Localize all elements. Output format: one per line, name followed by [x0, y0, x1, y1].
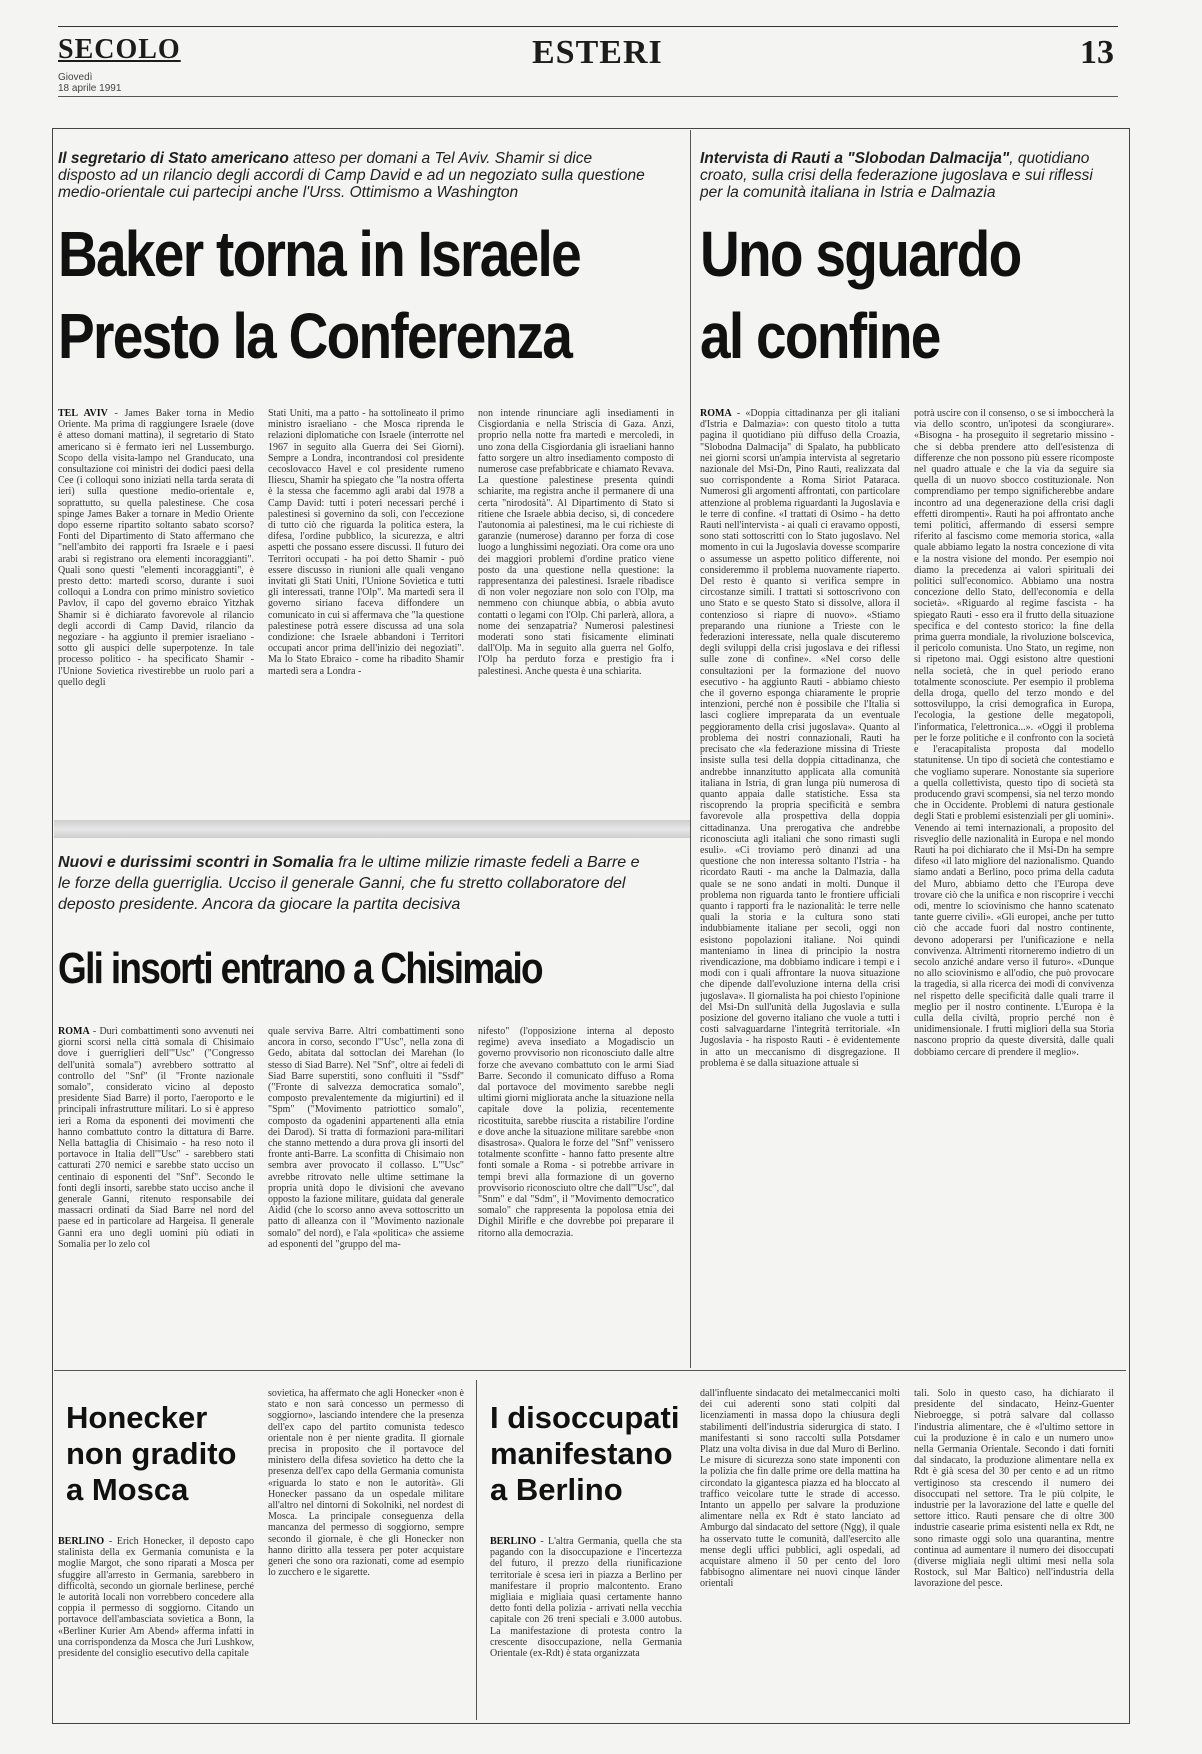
honecker-column-1-text: - Erich Honecker, il deposto capo stalinista della ex Germania comunista e la moglie Margot, che sono riparati a Mosca per sfuggire all'arresto in Germania, sarebbero in difficoltà, secondo un giornale berlinese, perché le autorità locali non vorrebbero concedere alla coppia il permesso di soggiorno. Citando un portavoce dell'ambasciata sovietica a Bonn, la «Berliner Kurier Am Abend» afferma infatti in una corrispondenza da Mosca che Juri Lushkow, presidente del consiglio esecutivo della capitale — [58, 1536, 254, 1660]
baker-column-1 — [58, 408, 254, 808]
somalia-headline: Gli insorti entrano a Chisimaio — [58, 944, 542, 993]
rauti-kicker-lead: Intervista di Rauti a "Slobodan Dalmacija" — [700, 150, 1010, 167]
baker-kicker-text: atteso per domani a Tel Aviv. Shamir si dice disposto ad un rilancio degli accordi di Camp David e ad un negoziato sulla questione medio-orientale cui partecipi anche l'Urss. Ottimismo a Washington — [58, 150, 645, 201]
issue-date — [58, 72, 121, 94]
header-rule — [58, 96, 1118, 97]
honecker-headline-line3: a Mosca — [66, 1472, 189, 1507]
baker-headline-line2: Presto la Conferenza — [58, 300, 572, 372]
top-rule — [58, 26, 1118, 27]
newspaper-logo: SECOLO — [58, 34, 181, 65]
berlino-column-3: tali. Solo in questo caso, ha dichiarato il presidente del sindacato, Heinz-Guenter Niebroegge, si potrà salvare dal collasso l'industria alimentare, che è «l'ultimo settore in cui la produzione è in calo e un numero uno» nella Germania Orientale. Secondo i dati forniti dal sindacato, la produzione alimentare nella ex Rdt è già scesa del 30 per cento e ad un ritmo vertiginoso sta crescendo il numero dei disoccupati nel settore. Tra le più colpite, le industrie per la lavorazione del latte e quelle del settore ittico. Rauti pensare che di oltre 300 industrie casearie prima esistenti nella ex Rdt, ne sono rimaste oggi solo una quarantina, mentre continua ad aumentare il numero dei disoccupati (diverse migliaia negli ultimi mesi nella sola Rostock, sul Mar Baltico) nell'industria della lavorazione del pesce. — [914, 1388, 1114, 1590]
section-title: ESTERI — [532, 34, 663, 71]
rauti-kicker — [700, 150, 1110, 201]
column-divider-right — [690, 130, 691, 1368]
rauti-dateline: ROMA — [700, 408, 732, 419]
baker-column-2: Stati Uniti, ma a patto - ha sottolineato il primo ministro israeliano - che Mosca riprenda le relazioni diplomatiche con Israele (interrotte nel 1967 in seguito alla Guerra dei Sei Giorni). Sempre a Londra, incontrandosi col presidente cecoslovacco Havel e col presidente rumeno Iliescu, Shamir ha spiegato che "la nostra offerta è la stessa che facemmo agli arabi dal 1978 a Camp David: tutti i poteri necessari perché i palestinesi si governino da soli, con l'eccezione di tutto ciò che riguarda la politica estera, la difesa, l'ordine pubblico, la sicurezza, e altri aspetti che possano essere discussi. Il futuro dei Territori occupati - ha poi detto Shamir - può essere discusso in riunioni alle quali vengano invitati gli Stati Uniti, l'Unione Sovietica e tutti gli interessati, tranne l'Olp". Ma martedì sera il governo siriano faceva diffondere un comunicato in cui si affermava che "la questione palestinese potrà essere discussa ad una sola condizione: che Israele abbandoni i Territori occupati ancor prima dell'inizio dei negoziati". Ma lo Stato Ebraico - come ha ribadito Shamir martedì sera a Londra - — [268, 408, 464, 677]
berlino-dateline: BERLINO — [490, 1536, 537, 1547]
honecker-column-1 — [58, 1536, 254, 1712]
baker-column-3: non intende rinunciare agli insediamenti in Cisgiordania e nella Striscia di Gaza. Anzi, proprio nella notte fra martedì e mercoledì, in uno zona della Cisgiordania gli israeliani hanno fatto sorgere un altro insediamento composto di numerose case prefabbricate e chiamato Revava. La questione palestinese presenta quindi schiarite, ma registra anche il permanere di una certa "nirodosità". Al Dipartimento di Stato si ritiene che Israele abbia deciso, sì, di concedere l'autonomia ai palestinesi, ma le cui richieste di garanzie (numerose) daranno per forza di cose luogo a lunghissimi negoziati. Ora come ora uno dei maggiori problemi d'ordine pratico viene posto da una questione nella questione: la rappresentanza dei palestinesi. Israele ribadisce di non voler negoziare non solo con l'Olp, ma nemmeno con chiunque abbia, o abbia avuto contatti o legami con l'Olp. Chi parlerà, allora, a nome dei senzapatria? Numerosi palestinesi moderati sono stati fisicamente eliminati dall'Olp. Ma in seguito alla guerra nel Golfo, l'Olp ha perduto forza e prestigio fra i palestinesi. Anche questa è una schiarita. — [478, 408, 674, 677]
baker-dateline: TEL AVIV — [58, 408, 108, 419]
berlino-column-1 — [490, 1536, 682, 1712]
berlino-column-2: dall'influente sindacato dei metalmeccanici molti dei cui aderenti sono stati colpiti dal licenziamenti in massa dopo la chiusura degli stabilimenti dell'industria siderurgica di stato. I manifestanti si sono raccolti sulla Potsdamer Platz una volta divisa in due dal Muro di Berlino. Le misure di sicurezza sono state imponenti con la polizia che fin dalle prime ore della mattina ha circondato la gigantesca piazza ed ha bloccato al traffico veicolare tutte le strade di accesso. Intanto un appello per salvare la produzione alimentare nella ex Rdt è stato lanciato ad Amburgo dal sindacato del settore (Ngg), il quale ha osservato tutte le comunità, dall'esercito alle mense degli uffici pubblici, agli ospedali, ad acquistare almeno il 50 per cento del loro fabbisogno alimentare nei nuovi cinque länder orientali — [700, 1388, 900, 1590]
separator-band — [54, 820, 690, 838]
berlino-headline-line2: manifestano — [490, 1436, 673, 1471]
baker-headline-line1: Baker torna in Israele — [58, 218, 580, 290]
rauti-kicker-text: , quotidiano croato, sulla crisi della federazione jugoslava e sui riflessi per la comunità italiana in Istria e Dalmazia — [700, 150, 1093, 201]
somalia-column-3: nifesto" (l'opposizione interna al deposto regime) aveva insediato a Mogadiscio un governo provvisorio non riconosciuto dalle altre forze che avevano combattuto con le armi Siad Barre. Secondo il comunicato diffuso a Roma dal portavoce del movimento sarebbe negli ultimi giorni migliorata anche la situazione nella capitale dove la polizia, recentemente ricostituita, sarebbe riuscita a ristabilire l'ordine e dove anche la situazione militare sarebbe «non disastrosa». Qualora le forze del "Snf" venissero totalmente sconfitte - hanno fatto presente altre fonti somale a Roma - si potrebbe arrivare in tempi brevi alla formazione di un governo provvisorio riconosciuto oltre che dall'"Usc", dal "Snm" e dal "Sdm", il "Movimento democratico somalo" che rappresenta la popolosa etnia dei Dighil Mirifle e che dovrebbe poi preparare il ritorno alla democrazia. — [478, 1026, 674, 1239]
berlino-column-1-text: - L'altra Germania, quella che sta pagando con la disoccupazione e l'incertezza del futuro, il prezzo della riunificazione territoriale è scesa ieri in piazza a Berlino per manifestare il proprio malcontento. Erano migliaia e migliaia quasi certamente hanno detto fonti della polizia - arrivati nella vecchia capitale con 26 treni speciali e 3.000 autobus. La manifestazione di protesta contro la crescente disoccupazione, nella Germania Orientale (ex-Rdt) è stata organizzata — [490, 1536, 682, 1660]
bottom-separator — [54, 1370, 1126, 1371]
berlino-headline-line3: a Berlino — [490, 1472, 623, 1507]
bottom-column-divider — [476, 1380, 477, 1720]
rauti-column-1-text: - «Doppia cittadinanza per gli italiani d'Istria e Dalmazia»: con questo titolo a tutta pagina il quotidiano più diffuso della Croazia, "Slobodna Dalmacija" di Spalato, ha pubblicato nei giorni scorsi un'ampia intervista al segretario nazionale del Msi-Dn, Pino Rauti, realizzata dal suo corrispondente a Roma Siriot Pataraca. Numerosi gli argomenti affrontati, con particolare attenzione al problema riguardanti la Jugoslavia e le terre di confine. «I trattati di Osimo - ha detto Rauti nell'intervista - ai quali ci eravamo opposti, sono stati sottoscritti con lo Stato jugoslavo. Nel momento in cui la Jugoslavia dovesse scomparire o assumesse un aspetto politico differente, noi consideremmo il problema nuovamente riaperto. Del resto è quanto si verifica sempre in circostanze simili. I trattati si sottoscrivono con uno Stato e se questo Stato si dissolve, allora il contenzioso si riapre di nuovo». «Stiamo preparando una riunione a Trieste con le federazioni interessate, nella quale discuteremo degli sviluppi della crisi jugoslava e dei riflessi sulle zone di confine». «Nel corso delle consultazioni per la formazione del nuovo esecutivo - ha aggiunto Rauti - abbiamo chiesto che il governo esponga chiaramente le proprie intenzioni, perché non è possibile che l'Italia si lasci cogliere impreparata da un eventuale peggioramento della crisi jugoslava». Quanto al problema dei nostri connazionali, Rauti ha precisato che «la federazione missina di Trieste insiste sulla tesi della doppia cittadinanza, che andrebbe innanzitutto applicata alla comunità italiana in Istria, di gran lunga più numerosa di quanto appaia dalle statistiche. Essa sta riscoprendo la propria specificità e sembra favorevole alla prospettiva della doppia cittadinanza. Una prerogativa che andrebbe riconosciuta agli italiani che sono rimasti sugli esuli». «Ci troviamo però dinanzi ad una questione che non interessa soltanto l'Istria - ha ricordato Rauti - ma anche la Dalmazia, dalla quale se ne sono andati in molti. Dunque il problema non riguarda tanto le frontiere ufficiali quanto i rapporti fra le nazionalità: le terre nelle quali la storia e la cultura sono stati indubbiamente italiane per secoli, oggi non esistono popolazioni italiane. Noi quindi manteniamo in linea di principio la nostra rivendicazione, ma dobbiamo indicare i tempi e i modi con i quali affrontare la nuova situazione che dipende dall'evoluzione interna della crisi jugoslava». Il giornalista ha poi chiesto l'opinione del Msi-Dn sull'unità della Jugoslavia e sulla posizione del governo italiano che vuole a tutti i costi salvaguardarne l'integrità territoriale. «In Jugoslavia - ha risposto Rauti - è evidentemente in atto un meccanismo di disgregazione. Il problema è se dalla situazione attuale si — [700, 408, 900, 1069]
somalia-kicker-text: fra le ultime milizie rimaste fedeli a Barre e le forze della guerriglia. Ucciso il generale Ganni, che fu stretto collaboratore del deposto presidente. Ancora da giocare la partita decisiva — [58, 854, 640, 913]
rauti-headline-line1: Uno sguardo — [700, 218, 1021, 290]
honecker-column-2: sovietica, ha affermato che agli Honecker «non è stato e non sarà concesso un permesso di soggiorno», lasciando intendere che la presenza dell'ex capo del partito comunista tedesco orientale non è per niente gradita. Il giornale precisa in proposito che il portavoce del ministero della difesa sovietico ha detto che la presenza dell'ex capo della Germania comunista «riguarda lo stato e non le autorità». Gli Honecker passano da un ospedale militare all'altro nel dintorni di Sokolniki, nel nordest di Mosca. La principale conseguenza della mancanza del permesso di soggiorno, sempre secondo il giornale, è che gli Honecker non hanno diritto alla tessera per poter acquistare generi che sono ora razionati, come ad esempio lo zucchero e le sigarette. — [268, 1388, 464, 1579]
honecker-headline-line2: non gradito — [66, 1436, 237, 1471]
berlino-headline — [490, 1400, 679, 1508]
rauti-headline-line2: al confine — [700, 300, 940, 372]
honecker-headline-line1: Honecker — [66, 1400, 208, 1435]
issue-date-full: 18 aprile 1991 — [58, 83, 122, 94]
baker-column-1-text: - James Baker torna in Medio Oriente. Ma prima di raggiungere Israele (dove è atteso domani mattina), il segretario di Stato americano si è fermato ieri nel Lussemburgo. Scopo della visita-lampo nel Granducato, una consultazione coi ministri dei dodici paesi della Cee (i colloqui sono iniziati nella tarda serata di ieri) sulla questione medio-orientale e, soprattutto, su quella palestinese. Che cosa spinge James Baker a tornare in Medio Oriente dopo esserne ripartito soltanto sabato scorso? Fonti del Dipartimento di Stato affermano che "nell'ambito dei rapporti fra Israele e i paesi arabi si registrano ora elementi incoraggianti". Quali sono questi "elementi incoraggianti", è presto detto: martedì scorso, durante i suoi colloqui a Londra con primo ministro sovietico Pavlov, il capo del governo ebraico Yitzhak Shamir si è dichiarato favorevole al rilancio degli accordi di Camp David, rilancio da negoziare - ha aggiunto il premier israeliano - sotto gli auspici delle superpotenze. In tale processo politico - ha specificato Shamir - l'Unione Sovietica rivestirebbe un ruolo pari a quello degli — [58, 408, 254, 688]
somalia-kicker — [58, 852, 648, 915]
honecker-headline — [66, 1400, 236, 1508]
berlino-headline-line1: I disoccupati — [490, 1400, 680, 1435]
baker-kicker-lead: Il segretario di Stato americano — [58, 150, 289, 167]
issue-date-day: Giovedì — [58, 72, 93, 83]
rauti-column-1 — [700, 408, 900, 1360]
somalia-column-1 — [58, 1026, 254, 1356]
baker-kicker — [58, 150, 648, 201]
somalia-column-1-text: - Duri combattimenti sono avvenuti nei giorni scorsi nella città somala di Chisimaio dove i guerriglieri dell'"Usc" ("Congresso dell'unità somala") avrebbero sottratto al controllo del "Snf" (il "Fronte nazionale somalo", considerato vicino al deposto presidente Siad Barre) il porto, l'aeroporto e le principali infrastrutture militari. Lo si è appreso ieri a Roma da esponenti dei movimenti che hanno combattuto contro la dittatura di Barre. Nella battaglia di Chisimaio - ha reso noto il portavoce in Italia dell'"Usc" - sarebbero stati catturati 270 nemici e sarebbe stato ucciso un centinaio di esponenti del "Snf". Secondo le fonti degli insorti, sarebbe stato ucciso anche il generale Ganni, ritenuto responsabile dei massacri ordinati da Siad Barre nel nord del paese ed in particolare ad Hargeisa. Il generale Ganni era uno degli uomini più odiati in Somalia per lo zelo col — [58, 1026, 254, 1250]
honecker-dateline: BERLINO — [58, 1536, 105, 1547]
somalia-column-2: quale serviva Barre. Altri combattimenti sono ancora in corso, secondo l'"Usc", nella zona di Gedo, abitata dal sottoclan dei Marehan (lo stesso di Siad Barre). Nel "Snf", oltre ai fedeli di Siad Barre superstiti, sono confluiti il "Ssdf" ("Fronte di salvezza democratica somalo", composto prevalentemente da migiurtini) ed il "Spm" ("Movimento patriottico somalo", composto da ogadenini appartenenti alla etnia dei Darod). Si tratta di formazioni para-militari che stanno mettendo a dura prova gli insorti del fronte anti-Barre. La sconfitta di Chisimaio non sembra aver provocato il collasso. L'"Usc" avrebbe ritrovato nelle ultime settimane la propria unità dopo le divisioni che avevano opposto la fazione militare, guidata dal generale Aidid (che lo scorso anno aveva sottoscritto un patto di alleanza con il "Movimento nazionale somalo" del nord), e l'ala «politica» che assieme ad esponenti del "gruppo del ma- — [268, 1026, 464, 1250]
page-number: 13 — [1080, 34, 1114, 71]
rauti-column-2: potrà uscire con il consenso, o se si imboccherà la via dello scontro, un'ipotesi da scongiurare». «Bisogna - ha proseguito il segretario missino - che si debba prendere atto dell'esistenza di differenze che non possono più essere ricomposte nel quadro attuale e che la via da seguire sia quella di un nuovo sbocco costituzionale. Non comprendiamo per tempo significherebbe andare incontro ad una degenerazione della crisi dagli effetti dirompenti». Rauti ha poi affrontato anche temi politici, affermando di essersi sempre riferito al fascismo come memoria storica, «alla quale abbiamo legato la nostra concezione di vita e la nostra visione del mondo. Per esempio noi diamo la precedenza ai valori spirituali dei politici sull'economico. Abbiamo una nostra concezione dello Stato, dell'economia e della società». «Riguardo al regime fascista - ha spiegato Rauti - esso era il frutto della situazione specifica e del contesto storico: la fine della prima guerra mondiale, la rivoluzione bolscevica, il pericolo comunista. Uno Stato, un regime, non si ripetono mai. Oggi esistono altre questioni nella società, che in quel periodo erano totalmente sconosciute. Per esempio il problema della droga, quello del terzo mondo e del sottosviluppo, la crisi demografica in Europa, l'ecologia, la gestione delle megatopoli, l'informatica, l'elettronica...». «Oggi il problema per le forze politiche e il confronto con la società e l'eracapitalista proposta dal modello statunitense. Un tipo di società che contestiamo e che vogliamo superare. Nonostante sia superiore a quella collettivista, questo tipo di società sta producendo gravi scompensi, sia nel terzo mondo che in Occidente. Problemi di natura gestionale degli Stati e problemi esistenziali per gli uomini». Venendo ai temi internazionali, a proposito del risveglio delle nazionalità in Europa e nel mondo Rauti ha poi dichiarato che il Msi-Dn ha sempre difeso «il lato migliore del nazionalismo. Quando siamo andati a Berlino, poco prima della caduta del Muro, abbiamo detto che l'Europa deve trovare ciò che la unifica e non riscoprire i vecchi odi, mentre lo sciovinismo che hanno scatenato tante guerre civili». «Gli europei, anche per tutto ciò che accade fuori dal nostro continente, devono adoperarsi per l'unificazione e nella convivenza. Altrimenti ritorneremo indietro di un secolo anziché andare verso il futuro». «Dunque no allo sciovinismo e all'odio, che può provocare la tragedia, sì alla ricerca dei modi di convivenza nel rispetto delle specificità dalle quali trarre il meglio per il nostro continente. L'Europa è la culla della civiltà, proprio perché non è unidimensionale. I frutti migliori della sua Storia nascono proprio da queste diversità, dalle quali dobbiamo cercare di prendere il meglio». — [914, 408, 1114, 1058]
somalia-dateline: ROMA — [58, 1026, 90, 1037]
somalia-kicker-lead: Nuovi e durissimi scontri in Somalia — [58, 854, 334, 871]
